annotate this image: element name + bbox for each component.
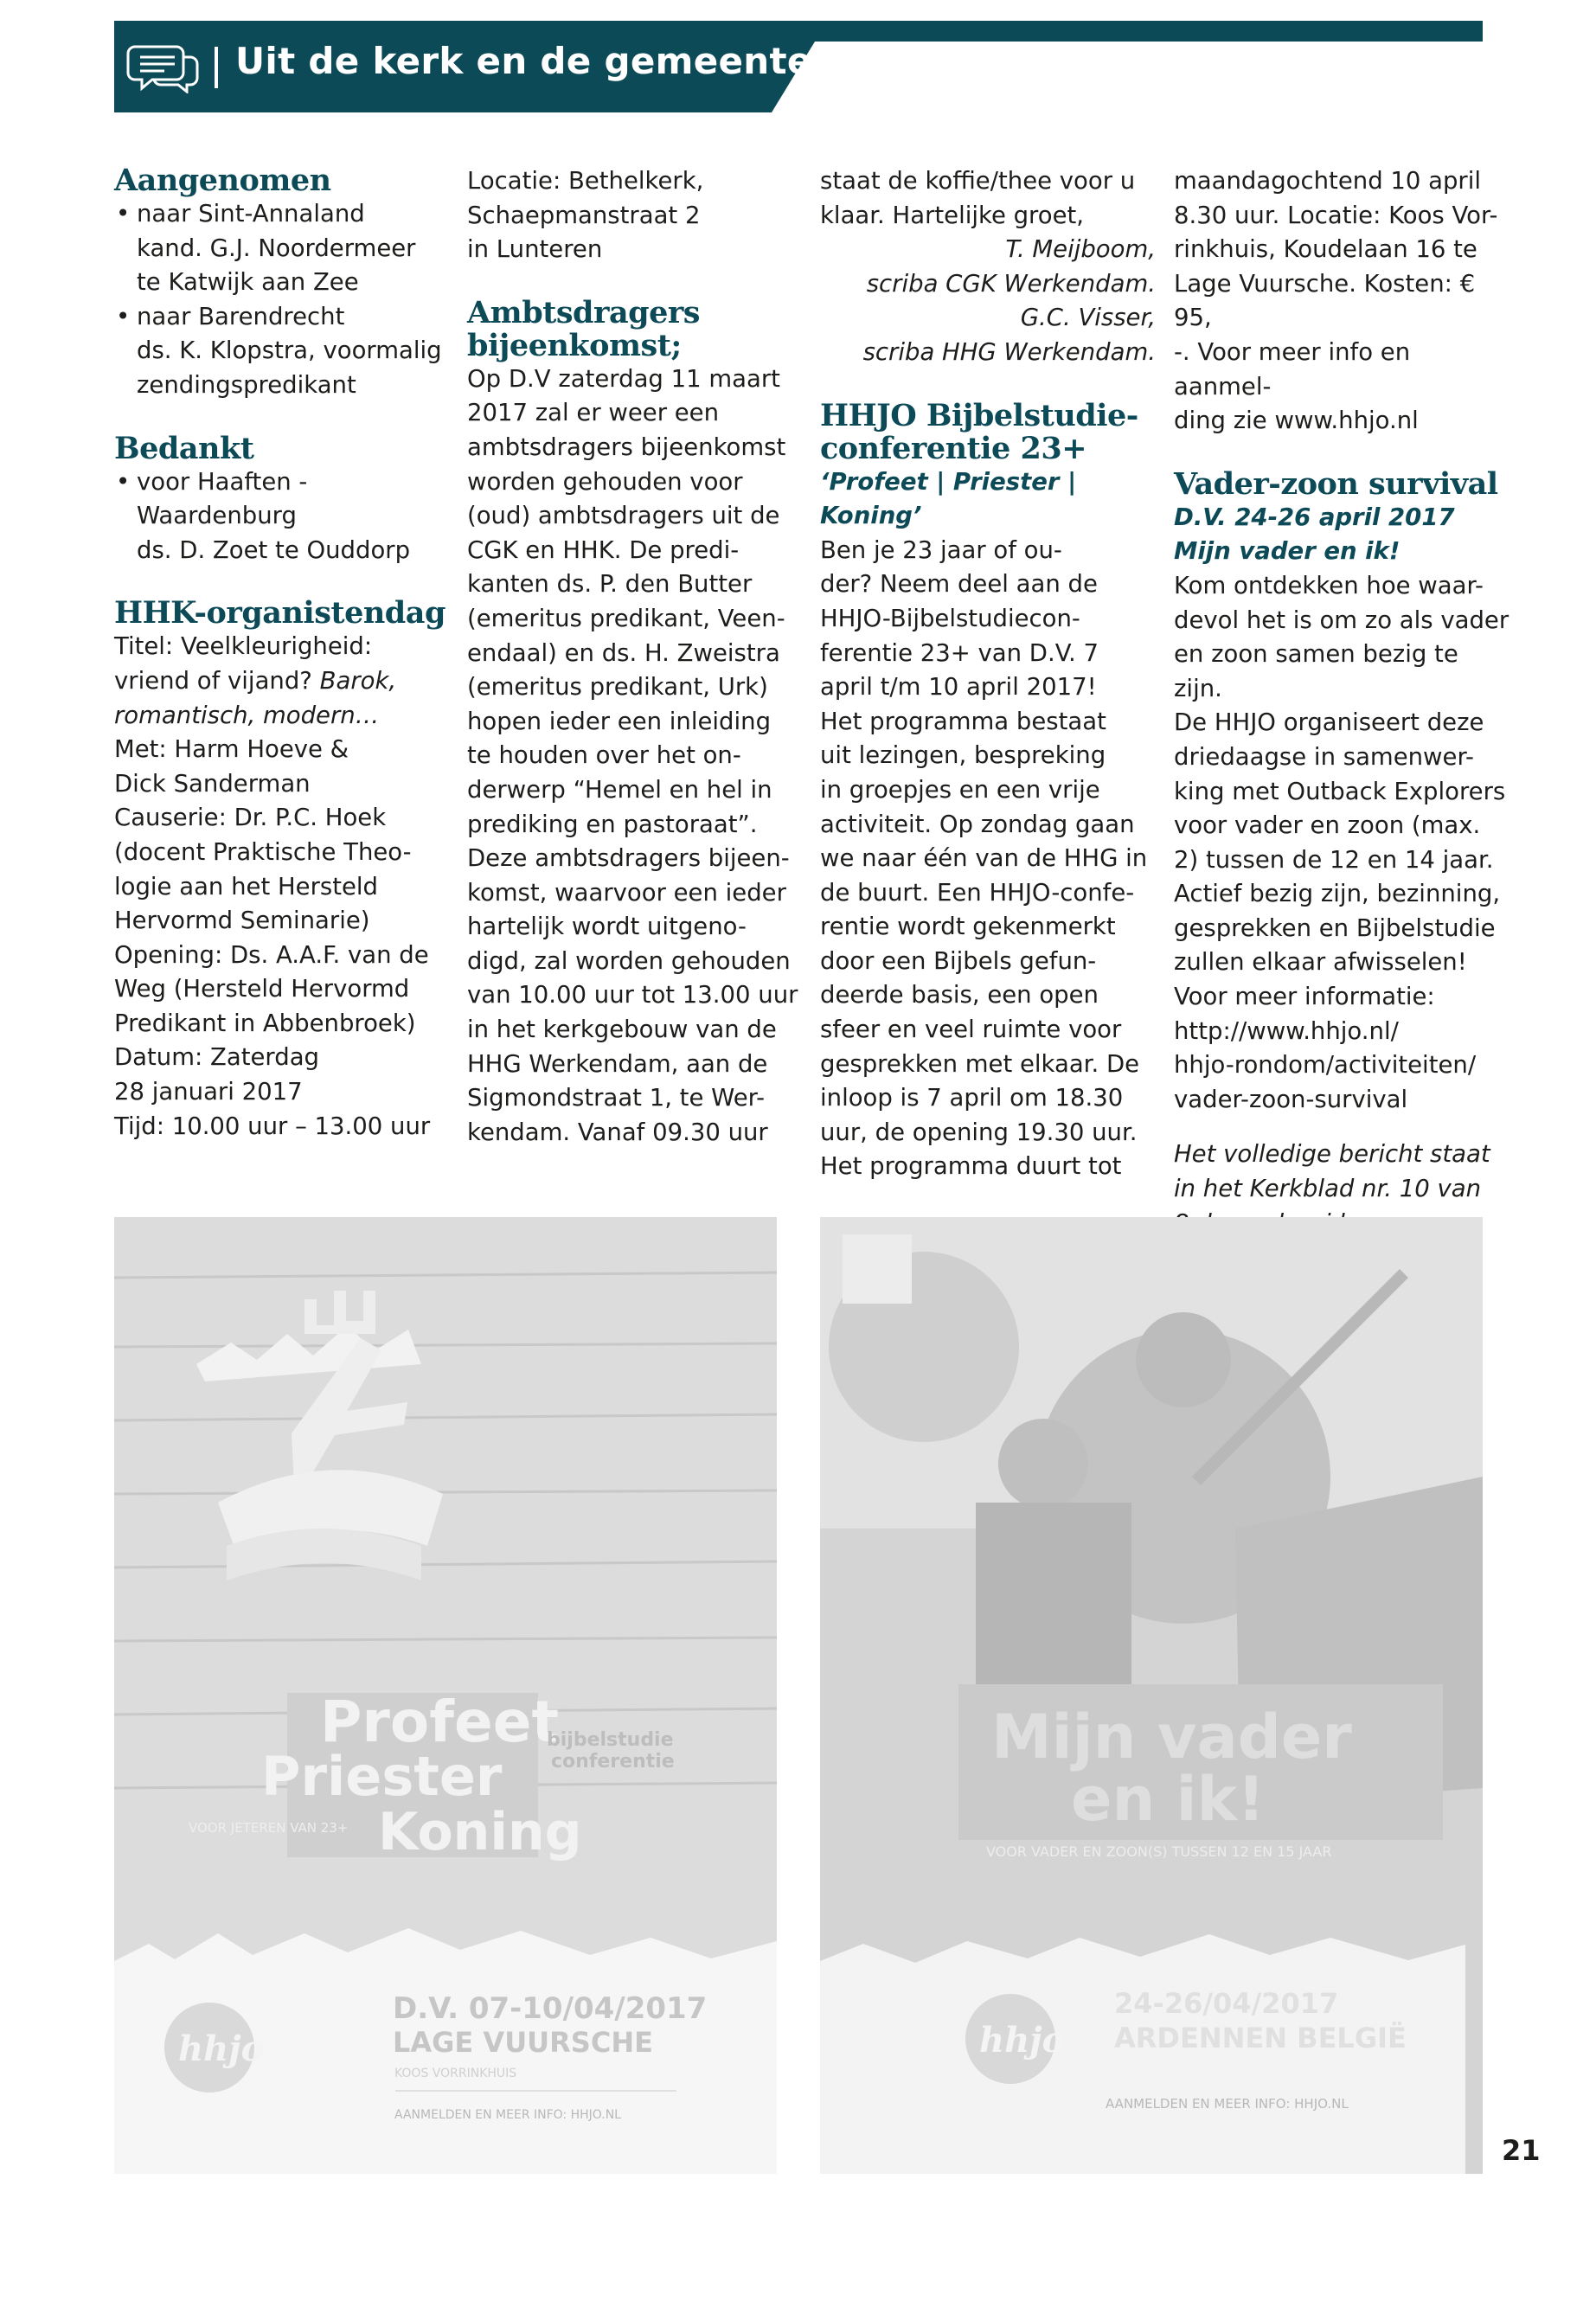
text-line: 8.30 uur. Locatie: Koos Vor- (1174, 201, 1498, 229)
text-line: in het kerkgebouw van de (467, 1016, 777, 1044)
column-1 (114, 164, 450, 1144)
text-line: we naar één van de HHG in (820, 844, 1148, 873)
poster-title-profeet: Profeet (320, 1689, 560, 1755)
text-line: Deze ambtsdragers bijeen- (467, 844, 790, 873)
page-number: 21 (1502, 2134, 1541, 2167)
text-line: Kom ontdekken hoe waar- (1174, 571, 1484, 599)
poster-vader-zoon (820, 1217, 1483, 2174)
text-line: hopen ieder een inleiding (467, 707, 772, 735)
column-2 (467, 164, 803, 1150)
text-line: (docent Praktische Theo- (114, 837, 412, 866)
column-3 (820, 164, 1156, 1184)
text-line: rentie wordt gekenmerkt (820, 913, 1116, 941)
text-line: Voor meer informatie: (1174, 983, 1435, 1011)
subtitle-date: D.V. 24-26 april 2017 (1174, 503, 1455, 531)
poster-conf-line2: conferentie (551, 1751, 675, 1772)
text-line: digd, zal worden gehouden (467, 946, 791, 975)
text-line: komst, waarvoor een ieder (467, 878, 786, 907)
text-line: in groepjes en een vrije (820, 775, 1100, 804)
poster-place: ARDENNEN BELGIË (1114, 2022, 1407, 2054)
poster-audience: VOOR VADER EN ZOON(S) TUSSEN 12 EN 15 JAAR (986, 1843, 1332, 1860)
text-line: De HHJO organiseert deze (1174, 708, 1484, 737)
text-line: Weg (Hersteld Hervormd (114, 975, 410, 1003)
article-body (820, 534, 1156, 1184)
text-line: 2017 zal er weer een (467, 399, 720, 427)
section-title: Uit de kerk en de gemeenten (235, 40, 838, 82)
poster-info: AANMELDEN EN MEER INFO: HHJO.NL (1106, 2096, 1349, 2112)
text-line: en zoon samen bezig te zijn. (1174, 640, 1458, 702)
heading-bijbelstudie: HHJO Bijbelstudie- conferentie 23+ (820, 397, 1138, 466)
text-line: kanten ds. P. den Butter (467, 570, 753, 599)
poster-title-line1: Mijn vader (991, 1702, 1352, 1772)
text-line: Schaepmanstraat 2 (467, 201, 701, 229)
text-line: Predikant in Abbenbroek) (114, 1009, 416, 1037)
text-line: Ben je 23 jaar of ou- (820, 535, 1062, 564)
subtitle: ‘Profeet | Priester | Koning’ (820, 467, 1077, 530)
text-line: klaar. Hartelijke groet, (820, 201, 1085, 229)
signature-line: scriba CGK Werkendam. (866, 269, 1156, 298)
text-line: te houden over het on- (467, 741, 741, 770)
poster-conf-line1: bijbelstudie (547, 1729, 674, 1751)
text-line: logie aan het Hersteld (114, 872, 378, 901)
text-line: vriend of vijand? Barok, (114, 666, 397, 695)
list-item-line: ds. D. Zoet te Ouddorp (137, 535, 411, 564)
text-line: CGK en HHK. De predi- (467, 535, 740, 564)
text-line: Tijd: 10.00 uur – 13.00 uur (114, 1112, 431, 1140)
text-line: Locatie: Bethelkerk, (467, 167, 704, 195)
text-line: ding zie www.hhjo.nl (1174, 407, 1419, 435)
text-line: april t/m 10 april 2017! (820, 673, 1097, 702)
poster-title-koning: Koning (378, 1802, 582, 1862)
text-line: (emeritus predikant, Veen- (467, 604, 785, 632)
poster-title-priester: Priester (261, 1745, 503, 1808)
text-line: kendam. Vanaf 09.30 uur (467, 1118, 768, 1146)
text-line: maandagochtend 10 april (1174, 167, 1482, 195)
text-line: HHG Werkendam, aan de (467, 1049, 768, 1078)
poster-bijbelstudie (114, 1217, 777, 2174)
text-line: vader-zoon-survival (1174, 1085, 1408, 1113)
subtitle-tagline: Mijn vader en ik! (1174, 537, 1401, 566)
list-item-line: ds. K. Klopstra, voormalig (137, 336, 442, 365)
text-line: inloop is 7 april om 18.30 (820, 1084, 1124, 1112)
poster-logo: hhjo (178, 2029, 265, 2069)
text-line: devol het is om zo als vader (1174, 606, 1509, 634)
text-line: door een Bijbels gefun- (820, 946, 1097, 975)
article-continuation (1174, 164, 1509, 439)
article-body (467, 362, 803, 1150)
signature-line: scriba HHG Werkendam. (862, 337, 1156, 366)
header-separator (215, 47, 218, 88)
list-item-line: Waardenburg (137, 502, 297, 530)
text-line: Lage Vuursche. Kosten: € 95, (1174, 269, 1476, 332)
text-line: Met: Harm Hoeve & (114, 735, 349, 764)
poster-info: AANMELDEN EN MEER INFO: HHJO.NL (394, 2108, 621, 2122)
text-line: deerde basis, een open (820, 981, 1099, 1009)
text-line: Datum: Zaterdag (114, 1043, 320, 1072)
text-line: endaal) en ds. H. Zweistra (467, 638, 780, 667)
text-line: hhjo-rondom/activiteiten/ (1174, 1051, 1477, 1080)
signature-line: G.C. Visser, (1020, 304, 1156, 332)
text-line: staat de koffie/thee voor u (820, 167, 1136, 195)
text-line: Dick Sanderman (114, 769, 311, 798)
text-line: Het programma bestaat (820, 707, 1106, 735)
text-line: ferentie 23+ van D.V. 7 (820, 638, 1099, 667)
text-line: gesprekken met elkaar. De (820, 1049, 1140, 1078)
text-line: HHJO-Bijbelstudiecon- (820, 604, 1080, 632)
text-line: in het Kerkblad nr. 10 van (1174, 1175, 1482, 1203)
text-line: sfeer en veel ruimte voor (820, 1016, 1122, 1044)
text-line: Causerie: Dr. P.C. Hoek (114, 804, 387, 832)
poster-place: LAGE VUURSCHE (393, 2026, 653, 2059)
text-line: der? Neem deel aan de (820, 570, 1098, 599)
heading-organistendag: HHK-organistendag (114, 595, 445, 631)
text-line: hartelijk wordt uitgeno- (467, 913, 747, 941)
text-line: de buurt. Een HHJO-confe- (820, 878, 1135, 907)
text-line: van 10.00 uur tot 13.00 uur (467, 981, 798, 1009)
text-line: Sigmondstraat 1, te Wer- (467, 1084, 766, 1112)
text-line: rinkhuis, Koudelaan 16 te (1174, 235, 1477, 264)
text-line: 2) tussen de 12 en 14 jaar. (1174, 845, 1494, 874)
text-line: gesprekken en Bijbelstudie (1174, 913, 1496, 942)
text-line: voor vader en zoon (max. (1174, 811, 1481, 840)
text-line: uit lezingen, bespreking (820, 741, 1106, 770)
column-4 (1174, 164, 1509, 1240)
text-line: Titel: Veelkleurigheid: (114, 632, 373, 661)
poster-title-line2: en ik! (1071, 1764, 1266, 1835)
text-line: derwerp “Hemel en hel in (467, 775, 772, 804)
poster-audience: VOOR JETEREN VAN 23+ (189, 1820, 349, 1836)
text-line: http://www.hhjo.nl/ (1174, 1016, 1399, 1045)
text-line: Hervormd Seminarie) (114, 907, 370, 935)
text-line: activiteit. Op zondag gaan (820, 810, 1135, 838)
text-line: Het programma duurt tot (820, 1152, 1122, 1181)
text-line: prediking en pastoraat”. (467, 810, 758, 838)
text-line: king met Outback Explorers (1174, 777, 1506, 805)
text-line: (oud) ambtsdragers uit de (467, 502, 780, 530)
poster-date: D.V. 07-10/04/2017 (393, 1991, 708, 2026)
text-line: Het volledige bericht staat (1174, 1140, 1490, 1169)
poster-date: 24-26/04/2017 (1114, 1987, 1339, 2020)
text-line: Op D.V zaterdag 11 maart (467, 364, 780, 393)
text-line: -. Voor meer info en aanmel- (1174, 337, 1411, 401)
heading-ambtsdragers: Ambtsdragers bijeenkomst; (467, 294, 701, 363)
text-line: worden gehouden voor (467, 467, 743, 496)
heading-aangenomen: Aangenomen (114, 163, 331, 198)
text-line: Opening: Ds. A.A.F. van de (114, 940, 429, 969)
text-line: ambtsdragers bijeenkomst (467, 433, 786, 461)
text-line: uur, de opening 19.30 uur. (820, 1118, 1138, 1146)
list-item-line: zendingspredikant (137, 370, 356, 399)
list-item: • naar Barendrecht (114, 300, 450, 335)
article-body (1174, 569, 1509, 1118)
list-item-line: te Katwijk aan Zee (137, 268, 359, 297)
signature-line: T. Meijboom, (1005, 235, 1156, 264)
text-line: 28 januari 2017 (114, 1078, 303, 1106)
section-header (114, 21, 1483, 112)
text-line: Actief bezig zijn, bezinning, (1174, 880, 1501, 908)
text-line: zullen elkaar afwisselen! (1174, 948, 1467, 977)
text-line: in Lunteren (467, 235, 603, 264)
text-line: driedaagse in samenwer- (1174, 742, 1474, 771)
list-item-line: kand. G.J. Noordermeer (137, 234, 416, 262)
heading-vader-zoon: Vader-zoon survival (1174, 465, 1498, 502)
list-item: • naar Sint-Annaland (114, 197, 450, 232)
list-item: • voor Haaften - (114, 465, 450, 500)
text-line: romantisch, modern… (114, 701, 380, 729)
poster-venue: KOOS VORRINKHUIS (394, 2067, 517, 2080)
heading-bedankt: Bedankt (114, 430, 254, 466)
poster-logo: hhjo (979, 2020, 1066, 2061)
text-line: (emeritus predikant, Urk) (467, 673, 768, 702)
